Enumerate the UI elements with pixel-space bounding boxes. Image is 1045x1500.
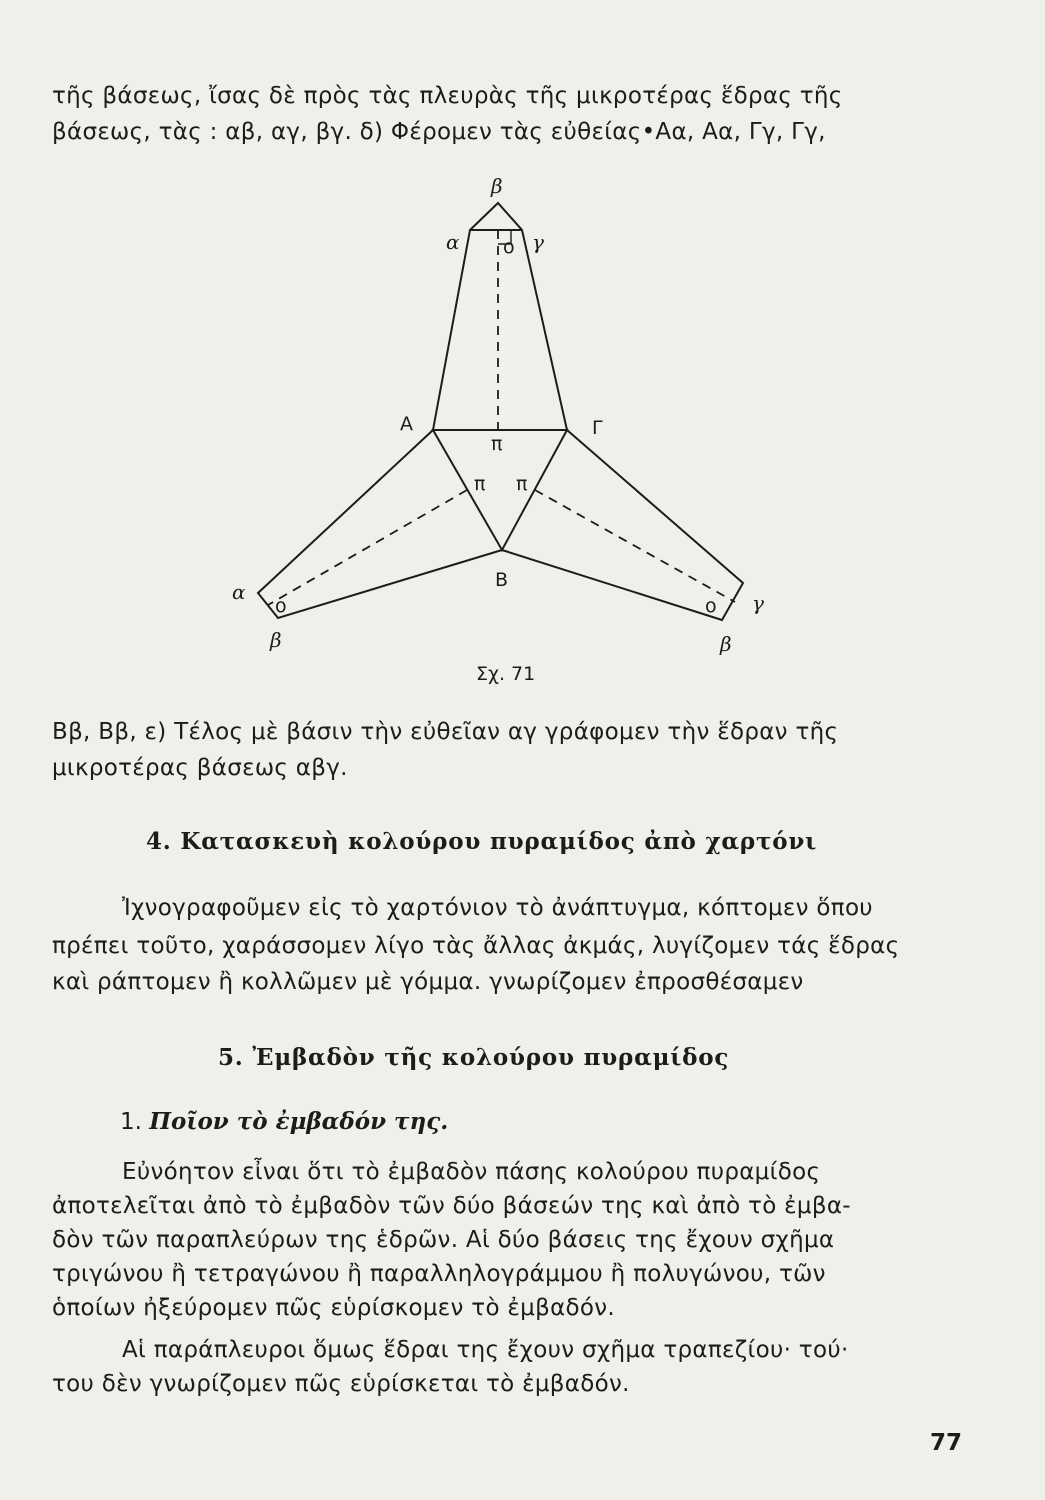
figure-71-net-diagram [0, 160, 1045, 700]
label-o-right: ο [705, 595, 717, 617]
label-beta-top: β [491, 174, 503, 198]
right-face-outline [502, 430, 743, 620]
label-B: Β [495, 569, 509, 591]
section-5-paragraph-2-line-1: Αἱ παράπλευροι ὅμως ἕδραι της ἔχουν σχῆμα τραπεζίου· τού· [122, 1337, 849, 1363]
section-4-line-2: πρέπει τοῦτο, χαράσσομεν λίγο τὰς ἄλλας ἀκμάς, λυγίζομεν τάς ἕδρας [52, 933, 900, 959]
label-pi-top: π [491, 433, 503, 455]
label-alpha-top: α [446, 230, 460, 254]
section-5-paragraph-2-line-2: του δὲν γνωρίζομεν πῶς εὑρίσκεται τὸ ἐμβαδόν. [52, 1371, 630, 1397]
label-beta-left: β [270, 628, 282, 652]
paragraph-after-figure-line-1: Ββ, Ββ, ε) Τέλος μὲ βάσιν τὴν εὐθεῖαν αγ γράφομεν τὴν ἕδραν τῆς [52, 719, 839, 745]
label-gamma-right: γ [752, 591, 764, 615]
top-paragraph-line-1: τῆς βάσεως, ἴσας δὲ πρὸς τὰς πλευρὰς τῆς μικροτέρας ἕδρας τῆς [52, 83, 843, 109]
page-number: 77 [930, 1430, 963, 1456]
section-5-paragraph-1-line-3: δὸν τῶν παραπλεύρων της ἑδρῶν. Αἱ δύο βάσεις της ἔχουν σχῆμα [52, 1227, 835, 1253]
section-5-paragraph-1-line-4: τριγώνου ἢ τετραγώνου ἢ παραλληλογράμμου ἢ πολυγώνου, τῶν [52, 1261, 826, 1287]
subsection-1-title: Ποῖον τὸ ἐμβαδόν της. [149, 1108, 449, 1135]
section-5-paragraph-1-line-5: ὁποίων ἠξεύρομεν πῶς εὑρίσκομεν τὸ ἐμβαδόν. [52, 1295, 616, 1321]
subsection-1-heading [120, 1108, 448, 1135]
label-alpha-left: α [232, 580, 246, 604]
section-5-paragraph-1-line-2: ἀποτελεῖται ἀπὸ τὸ ἐμβαδὸν τῶν δύο βάσεών της καὶ ἀπὸ τὸ ἐμβα- [52, 1193, 851, 1219]
label-A: Α [400, 413, 413, 435]
section-4-heading: 4. Κατασκευὴ κολούρου πυραμίδος ἀπὸ χαρτόνι [146, 828, 818, 855]
section-4-line-1: Ἰχνογραφοῦμεν εἰς τὸ χαρτόνιον τὸ ἀνάπτυγμα, κόπτομεν ὅπου [122, 895, 873, 921]
section-4-line-3: καὶ ράπτομεν ἢ κολλῶμεν μὲ γόμμα. γνωρίζομεν ἐπροσθέσαμεν [52, 969, 804, 995]
label-o-left: ο [275, 595, 287, 617]
subsection-1-number: 1. [120, 1109, 142, 1135]
right-apothem-dashed [535, 490, 735, 602]
left-apothem-dashed [268, 490, 467, 605]
label-Gamma: Γ [592, 417, 603, 439]
label-pi-right: π [516, 473, 528, 495]
label-gamma-top: γ [532, 230, 544, 254]
label-o-top: ο [503, 236, 515, 258]
label-pi-left: π [474, 473, 486, 495]
figure-caption: Σχ. 71 [476, 663, 536, 685]
section-5-heading: 5. Ἐμβαδὸν τῆς κολούρου πυραμίδος [218, 1044, 730, 1071]
paragraph-after-figure-line-2: μικροτέρας βάσεως αβγ. [52, 755, 348, 781]
top-paragraph-line-2: βάσεως, τὰς : αβ, αγ, βγ. δ) Φέρομεν τὰς εὐθείας•Αα, Αα, Γγ, Γγ, [52, 119, 826, 145]
label-beta-right: β [720, 632, 732, 656]
section-5-paragraph-1-line-1: Εὐνόητον εἶναι ὅτι τὸ ἐμβαδὸν πάσης κολούρου πυραμίδος [122, 1159, 821, 1185]
